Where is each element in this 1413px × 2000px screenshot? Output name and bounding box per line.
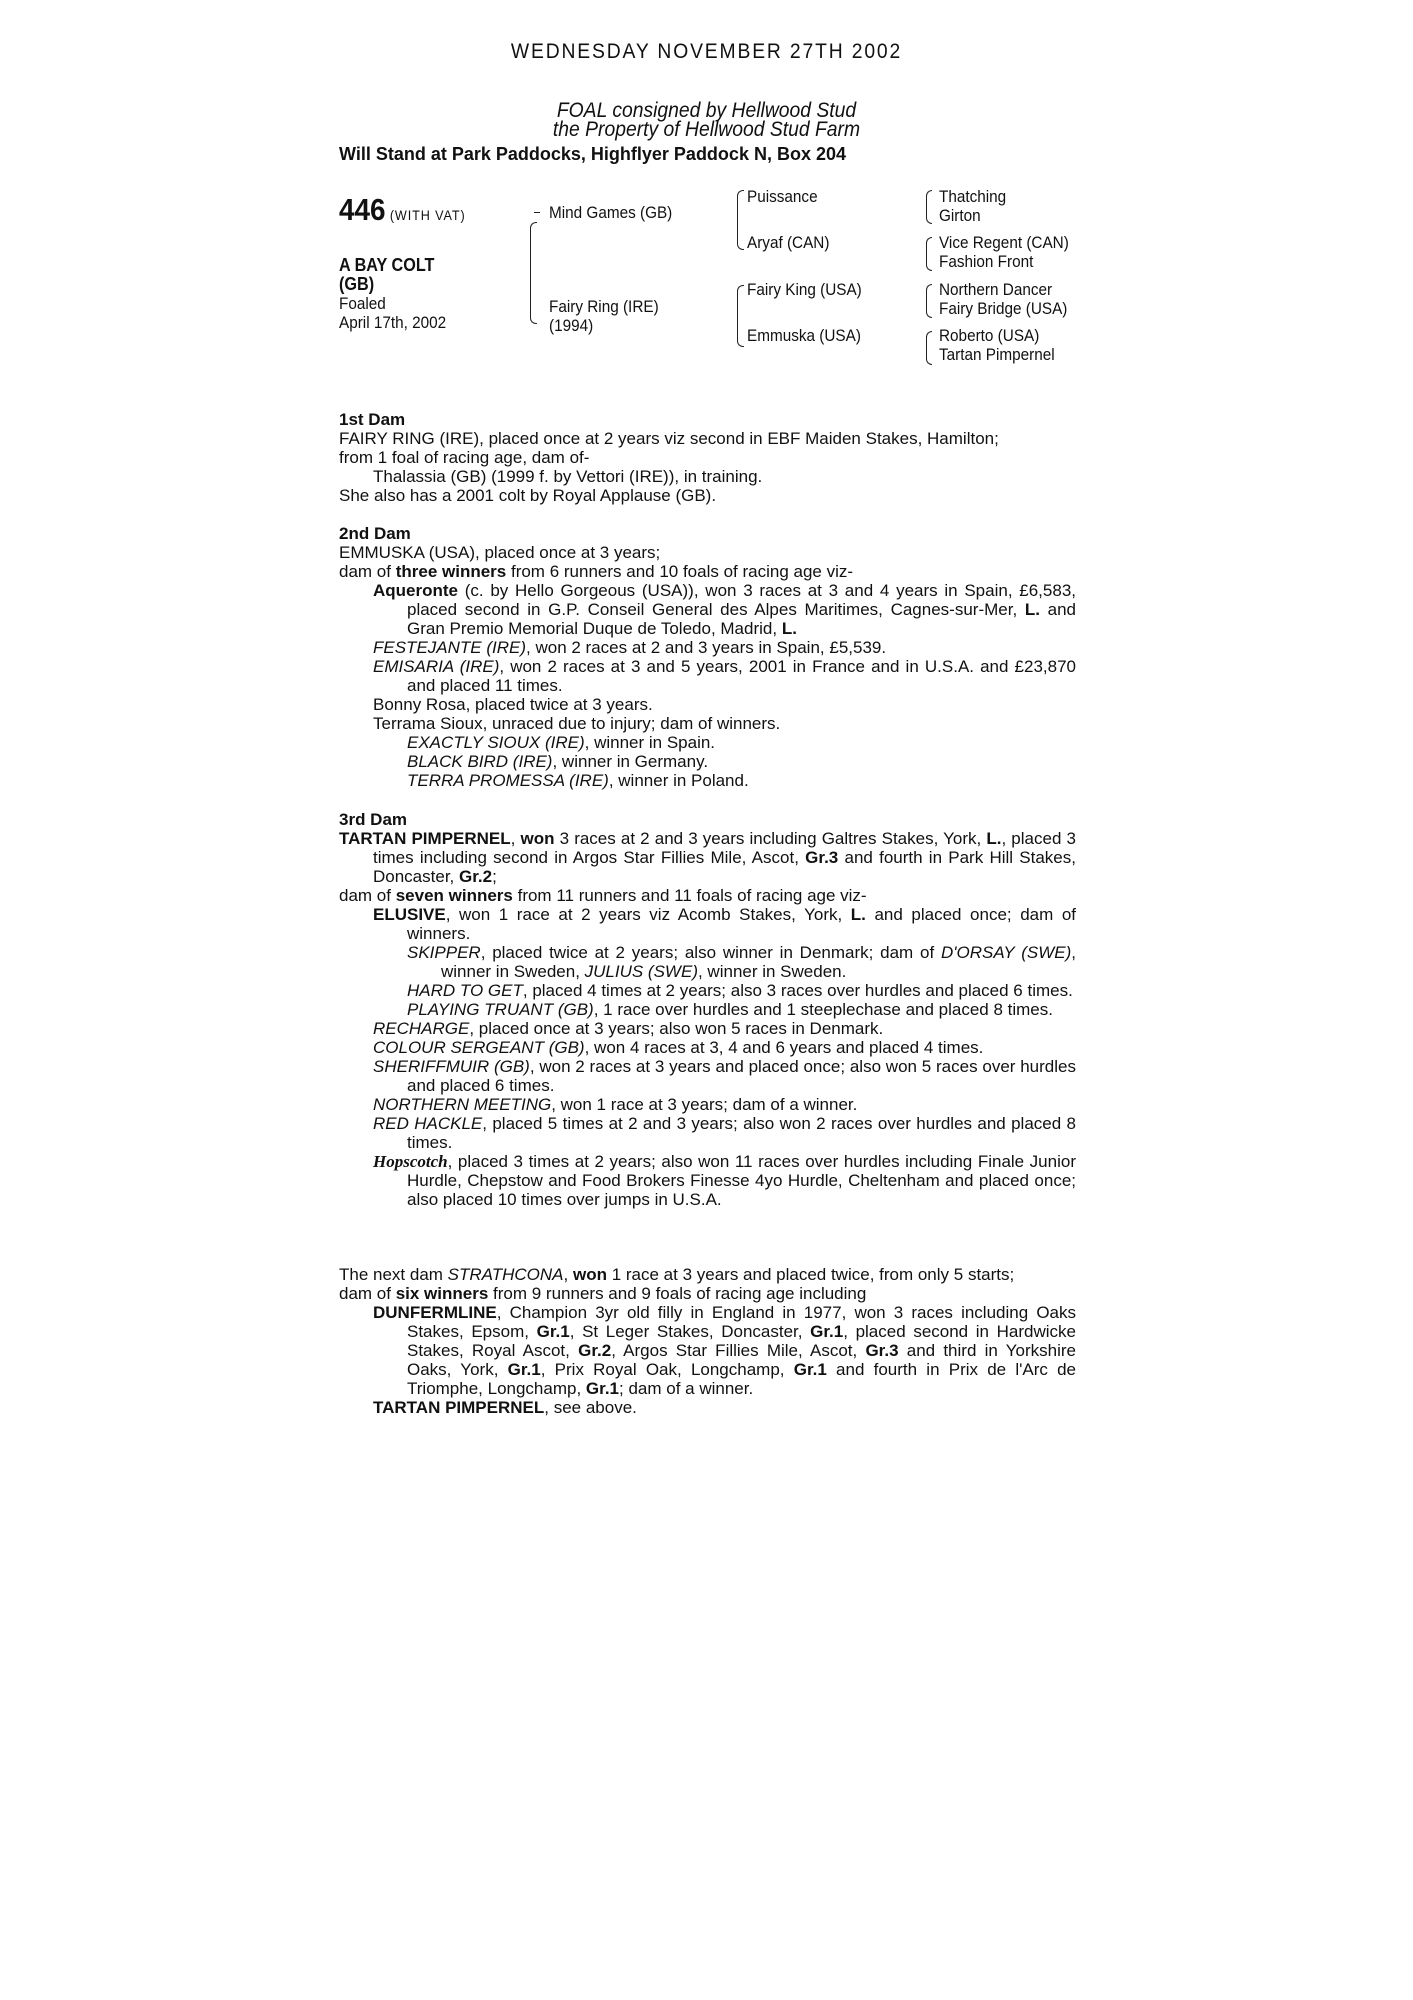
gsire-brace-1 — [926, 190, 932, 224]
dam-sire-sire: Northern Dancer — [939, 280, 1053, 299]
winners-count: seven winners — [395, 886, 513, 905]
second-dam-produce-line — [339, 562, 1076, 581]
group-badge: Gr.1 — [810, 1322, 844, 1341]
text: 1 race at 3 years and placed twice, from only 5 starts; — [606, 1265, 1015, 1284]
vat-note: (WITH VAT) — [389, 207, 466, 223]
sire-dam-sire: Vice Regent (CAN) — [939, 233, 1069, 252]
group-badge: Gr.3 — [865, 1341, 899, 1360]
first-dam-section — [339, 410, 1076, 505]
text: , winner in Sweden. — [697, 962, 847, 981]
text: and Gran Premio Memorial Duque de Toledo, Madrid, — [407, 600, 1076, 638]
text: from 6 runners and 10 foals of racing age viz- — [506, 562, 854, 581]
text: (c. by Hello Gorgeous (USA)), won 3 races at 3 and 4 years in Spain, £6,583, placed second in G.P. Conseil General des Alpes Maritimes, Cagnes-sur-Mer, — [407, 581, 1076, 619]
horse-name: TARTAN PIMPERNEL — [373, 1398, 545, 1417]
horse-name: EXACTLY SIOUX (IRE) — [407, 733, 585, 752]
horse-name: TARTAN PIMPERNEL — [339, 829, 511, 848]
produce-terra-promessa — [407, 771, 1076, 790]
gsire-brace-3 — [926, 284, 932, 318]
sire: Mind Games (GB) — [549, 203, 673, 222]
dam: Fairy Ring (IRE) — [549, 297, 659, 316]
dam-sire: Fairy King (USA) — [747, 280, 862, 299]
produce-sheriffmuir — [373, 1057, 1076, 1095]
horse-name: RECHARGE — [373, 1019, 470, 1038]
text: , winner in Germany. — [552, 752, 709, 771]
text: , won 1 race at 2 years viz Acomb Stakes, York, — [445, 905, 851, 924]
next-dam-line — [339, 1265, 1076, 1284]
lot-description: A BAY COLT — [339, 255, 435, 275]
third-dam-heading: 3rd Dam — [339, 810, 408, 829]
text: from 9 runners and 9 foals of racing age including — [488, 1284, 867, 1303]
gsire-brace-2 — [926, 237, 932, 271]
first-dam-note: She also has a 2001 colt by Royal Applause (GB). — [339, 486, 717, 505]
produce-colour-sergeant — [373, 1038, 1076, 1057]
lot-country: (GB) — [339, 274, 375, 294]
dam-dam: Emmuska (USA) — [747, 326, 861, 345]
horse-name: BLACK BIRD (IRE) — [407, 752, 553, 771]
text: dam of — [339, 886, 396, 905]
pedigree-brace — [530, 222, 537, 324]
gsire-brace-4 — [926, 331, 932, 365]
lot-heading — [339, 192, 466, 228]
group-badge: Gr.1 — [793, 1360, 827, 1379]
text: , won 4 races at 3, 4 and 6 years and placed 4 times. — [584, 1038, 984, 1057]
consignor-line: FOAL consigned by Hellwood Stud — [556, 99, 857, 122]
text: , Prix Royal Oak, Longchamp, — [540, 1360, 794, 1379]
text: , see above. — [544, 1398, 637, 1417]
brace-cap-top — [534, 212, 540, 225]
produce-skipper — [407, 943, 1076, 981]
first-dam-heading: 1st Dam — [339, 410, 406, 429]
text: , won 1 race at 3 years; dam of a winner. — [551, 1095, 858, 1114]
text: dam of — [339, 562, 396, 581]
horse-name: DUNFERMLINE — [373, 1303, 497, 1322]
next-dam-produce-line — [339, 1284, 1076, 1303]
text: , placed second in Hardwicke Stakes, Royal Ascot, — [407, 1322, 1076, 1360]
text: ; dam of a winner. — [619, 1379, 754, 1398]
group-badge: Gr.2 — [578, 1341, 612, 1360]
produce-festejante — [373, 638, 1076, 657]
dam-dam-sire: Roberto (USA) — [939, 326, 1040, 345]
horse-name: PLAYING TRUANT (GB) — [407, 1000, 594, 1019]
produce-northern-meeting — [373, 1095, 1076, 1114]
stand-location: Will Stand at Park Paddocks, Highflyer Paddock N, Box 204 — [339, 144, 846, 164]
produce-exactly-sioux — [407, 733, 1076, 752]
produce-terrama-sioux: Terrama Sioux, unraced due to injury; dam of winners. — [373, 714, 781, 733]
second-dam-section — [339, 524, 1076, 790]
dam-dam-dam: Tartan Pimpernel — [939, 345, 1055, 364]
second-dam-heading: 2nd Dam — [339, 524, 411, 543]
text: and fourth in Park Hill Stakes, Doncaster, — [373, 848, 1076, 886]
sire-sire-sire: Thatching — [939, 187, 1007, 206]
foaled-label: Foaled — [339, 294, 386, 313]
listed-badge: L. — [781, 619, 797, 638]
text: , winner in Poland. — [608, 771, 749, 790]
text: The next dam — [339, 1265, 448, 1284]
text: , won 2 races at 2 and 3 years in Spain, £5,539. — [526, 638, 887, 657]
first-dam-produce-line: from 1 foal of racing age, dam of- — [339, 448, 590, 467]
text: and third in Yorkshire Oaks, York, — [407, 1341, 1076, 1379]
won-label: won — [520, 829, 555, 848]
sire-dam-dam: Fashion Front — [939, 252, 1034, 271]
text: and placed once; dam of winners. — [407, 905, 1076, 943]
text: , — [563, 1265, 573, 1284]
horse-name: Hopscotch — [373, 1152, 448, 1171]
produce-hard-to-get — [407, 981, 1076, 1000]
group-badge: Gr.3 — [805, 848, 839, 867]
text: , winner in Spain. — [584, 733, 716, 752]
produce-elusive — [373, 905, 1076, 943]
text: , placed 3 times including second in Argos Star Fillies Mile, Ascot, — [373, 829, 1076, 867]
horse-name: EMISARIA (IRE) — [373, 657, 500, 676]
produce-thalassia: Thalassia (GB) (1999 f. by Vettori (IRE)), in training. — [373, 467, 763, 486]
text: , St Leger Stakes, Doncaster, — [569, 1322, 811, 1341]
text: , placed once at 3 years; also won 5 races in Denmark. — [469, 1019, 884, 1038]
foaled-date: April 17th, 2002 — [339, 313, 447, 332]
second-dam-line: EMMUSKA (USA), placed once at 3 years; — [339, 543, 661, 562]
produce-black-bird — [407, 752, 1076, 771]
horse-name: COLOUR SERGEANT (GB) — [373, 1038, 585, 1057]
winners-count: three winners — [395, 562, 507, 581]
text: , winner in Sweden, — [441, 943, 1076, 981]
text: from 11 runners and 11 foals of racing age viz- — [512, 886, 867, 905]
text: 3 races at 2 and 3 years including Galtres Stakes, York, — [554, 829, 987, 848]
third-dam-line: TARTAN PIMPERNEL, won 3 races at 2 and 3 years including Galtres Stakes, York, L., placed 3 times including second in Argos Star Fillies Mile, Ascot, Gr.3 and fourth in Park Hill Stakes, Doncaster, Gr.2; — [339, 829, 1076, 886]
first-dam-line: FAIRY RING (IRE), placed once at 2 years viz second in EBF Maiden Stakes, Hamilton; — [339, 429, 999, 448]
third-dam-produce-line — [339, 886, 1076, 905]
horse-name: JULIUS (SWE) — [584, 962, 698, 981]
group-badge: Gr.1 — [507, 1360, 541, 1379]
group-badge: Gr.1 — [536, 1322, 570, 1341]
text: , won 2 races at 3 years and placed once; also won 5 races over hurdles and placed 6 times. — [407, 1057, 1076, 1095]
third-dam-section — [339, 810, 1076, 1209]
horse-name: RED HACKLE — [373, 1114, 483, 1133]
horse-name: TERRA PROMESSA (IRE) — [407, 771, 609, 790]
dam-brace — [737, 285, 744, 347]
produce-recharge — [373, 1019, 1076, 1038]
dam-sire-dam: Fairy Bridge (USA) — [939, 299, 1068, 318]
produce-emisaria — [373, 657, 1076, 695]
produce-playing-truant — [407, 1000, 1076, 1019]
horse-name: SHERIFFMUIR (GB) — [373, 1057, 530, 1076]
dam-year: (1994) — [549, 316, 594, 335]
text: , placed 3 times at 2 years; also won 11 races over hurdles including Finale Junior Hurdle, Chepstow and Food Brokers Finesse 4yo Hurdle, Cheltenham and placed once; also placed 10 times over jumps in U.S.A. — [407, 1152, 1076, 1209]
won-label: won — [572, 1265, 607, 1284]
text: dam of — [339, 1284, 396, 1303]
lot-number: 446 — [339, 192, 386, 227]
sire-brace — [737, 190, 744, 250]
sale-date: WEDNESDAY NOVEMBER 27TH 2002 — [510, 40, 903, 63]
group-badge: Gr.2 — [459, 867, 493, 886]
text: , Champion 3yr old filly in England in 1977, won 3 races including Oaks Stakes, Epsom, — [407, 1303, 1076, 1341]
listed-badge: L. — [850, 905, 866, 924]
text: , placed twice at 2 years; also winner in Denmark; dam of — [480, 943, 941, 962]
sire-sire-dam: Girton — [939, 206, 981, 225]
produce-red-hackle — [373, 1114, 1076, 1152]
produce-hopscotch — [373, 1152, 1076, 1209]
listed-badge: L. — [1024, 600, 1040, 619]
text: , placed 4 times at 2 years; also 3 races over hurdles and placed 6 times. — [522, 981, 1073, 1000]
horse-name: FESTEJANTE (IRE) — [373, 638, 527, 657]
listed-badge: L. — [986, 829, 1002, 848]
produce-aqueronte — [373, 581, 1076, 638]
horse-name: SKIPPER — [407, 943, 481, 962]
horse-name: ELUSIVE — [373, 905, 446, 924]
produce-bonny-rosa: Bonny Rosa, placed twice at 3 years. — [373, 695, 653, 714]
text: , Argos Star Fillies Mile, Ascot, — [611, 1341, 866, 1360]
horse-name: Aqueronte — [373, 581, 458, 600]
text: , placed 5 times at 2 and 3 years; also won 2 races over hurdles and placed 8 times. — [407, 1114, 1076, 1152]
winners-count: six winners — [395, 1284, 489, 1303]
text: , won 2 races at 3 and 5 years, 2001 in France and in U.S.A. and £23,870 and placed 11 times. — [407, 657, 1076, 695]
text: and fourth in Prix de l'Arc de Triomphe, Longchamp, — [407, 1360, 1076, 1398]
produce-tartan-pimpernel — [373, 1398, 1076, 1417]
horse-name: D'ORSAY (SWE) — [940, 943, 1072, 962]
horse-name: STRATHCONA — [447, 1265, 564, 1284]
sire-sire: Puissance — [747, 187, 818, 206]
horse-name: NORTHERN MEETING — [373, 1095, 552, 1114]
sire-dam: Aryaf (CAN) — [747, 233, 830, 252]
next-dam-section — [339, 1265, 1076, 1417]
horse-name: HARD TO GET — [407, 981, 523, 1000]
produce-dunfermline — [373, 1303, 1076, 1398]
text: , 1 race over hurdles and 1 steeplechase and placed 8 times. — [593, 1000, 1053, 1019]
group-badge: Gr.1 — [585, 1379, 620, 1398]
property-line: the Property of Hellwood Stud Farm — [552, 118, 861, 141]
